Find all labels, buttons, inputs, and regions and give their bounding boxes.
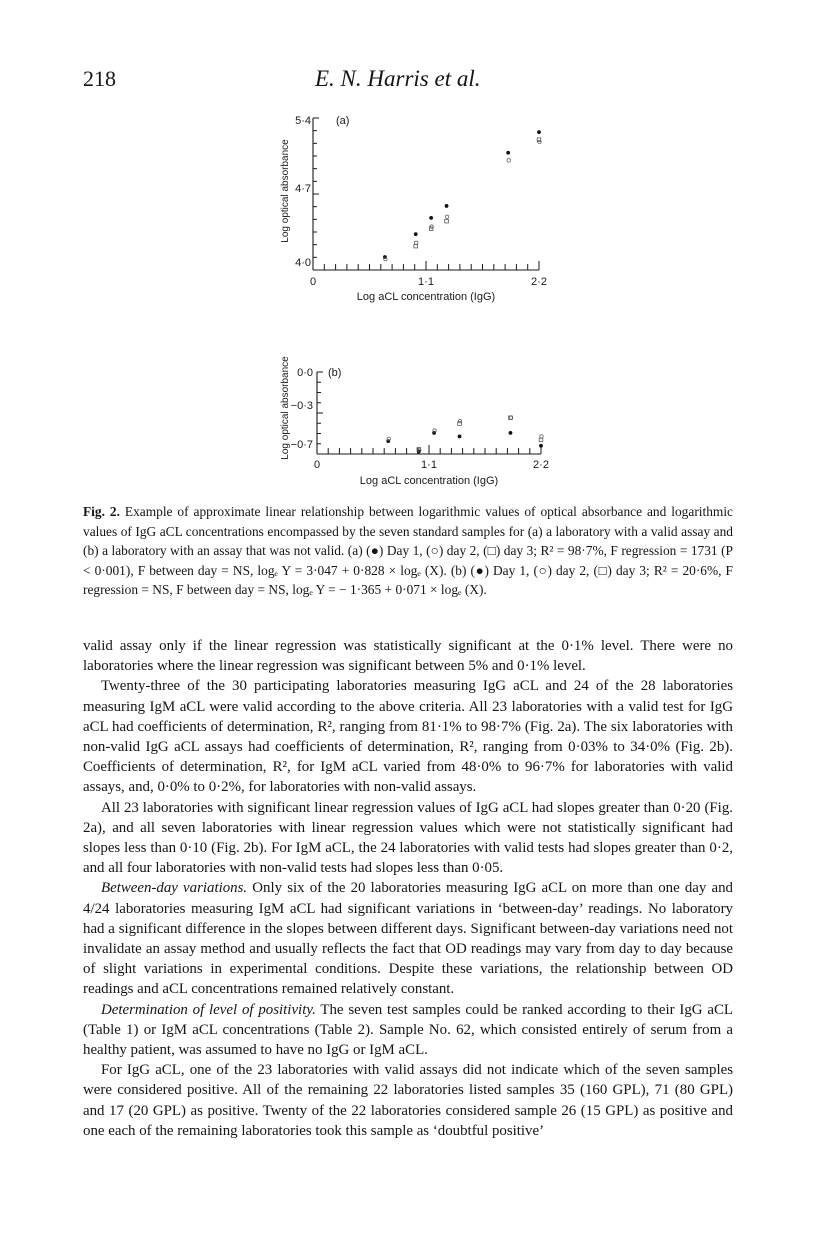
chart-b-panel-label: (b) (328, 367, 342, 379)
chart-a-point-day2 (507, 159, 510, 162)
chart-a-xtick-mid: 1·1 (418, 276, 434, 288)
chart-b-xtick-max: 2·2 (533, 459, 549, 471)
chart-a-point-day1 (506, 151, 510, 155)
caption-label: Fig. 2. (83, 504, 120, 519)
chart-a-point-day2 (445, 215, 448, 218)
chart-a-ytick-bottom: 4·0 (295, 257, 311, 269)
chart-b-xlabel: Log aCL concentration (IgG) (359, 475, 499, 487)
chart-b-point-day3 (539, 438, 543, 442)
chart-a-xtick-0: 0 (309, 276, 317, 288)
chart-b-point-day1 (386, 439, 390, 443)
chart-a-point-day1 (414, 232, 418, 236)
chart-b-ytick-bottom: −0·7 (290, 439, 313, 451)
chart-b-ylabel: Log optical absorbance (280, 356, 291, 460)
chart-a-point-day1 (445, 204, 449, 208)
chart-a-xtick-max: 2·2 (531, 276, 547, 288)
chart-a-panel-label: (a) (336, 115, 350, 127)
chart-b-point-day2 (540, 435, 543, 438)
section-heading: Between-day variations. (101, 880, 248, 897)
paragraph-text: Only six of the 20 laboratories measuring IgG aCL on more than one day and 4/24 laboratories measuring IgM aCL had significant variations in ‘between-day’ readings. No laboratory had a significant difference in the slopes between different days. Significant between-day variations need not invalidate an assay method and usually reflects the fact that OD readings may vary from day to day because of slight variations in experimental conditions. Despite these variations, the relationship between OD readings and aCL concentrations remained relatively constant. (83, 880, 734, 998)
paragraph: For IgG aCL, one of the 23 laboratories with valid assays did not indicate which of the seven samples were considered positive. All of the remaining 22 laboratories listed samples 35 (160 GPL), 71 (80 GPL) and 17 (20 GPL) as positive. Twenty of the 22 laboratories considered sample 26 (15 GPL) as positive and one each of the remaining laboratories took this sample as ‘doubtful positive’ (83, 1062, 733, 1139)
chart-b-ytick-mid: −0·3 (290, 400, 313, 412)
figure-caption (83, 502, 733, 600)
caption-text: Example of approximate linear relationship between logarithmic values of optical absorbance and logarithmic values of IgG aCL concentrations encompassed by the seven standard samples for (a) a laboratory with a valid assay and (b) a laboratory with an assay that was not valid. (a) (●) Day 1, (○) day 2, (□) day 3; R² = 98·7%, F regression = 1731 (P < 0·001), F between day = NS, logₑ Y = 3·047 + 0·828 × logₑ (X). (b) (●) Day 1, (○) day 2, (□) day 3; R² = 20·6%, F regression = NS, F between day = NS, logₑ Y = − 1·365 + 0·071 × logₑ (X). (83, 504, 733, 597)
section-heading: Determination of level of positivity. (101, 1001, 316, 1018)
chart-a-ytick-mid: 4·7 (295, 183, 311, 195)
chart-b-point-day1 (509, 431, 513, 435)
chart-a-ytick-top: 5·4 (295, 115, 311, 127)
chart-b-point-day1 (539, 444, 543, 448)
paragraph-text: The seven test samples could be ranked according to their IgG aCL (Table 1) or IgM aCL concentrations (Table 2). Sample No. 62, which consisted entirely of serum from a healthy patient, was assumed to have no IgG or IgM aCL. (83, 1001, 733, 1059)
paragraph (83, 1000, 733, 1061)
paragraph: Twenty-three of the 30 participating laboratories measuring IgG aCL and 24 of the 28 laboratories measuring IgM aCL were valid according to the above criteria. All 23 laboratories with a valid test for IgG aCL had coefficients of determination, R², ranging from 81·1% to 98·7% (Fig. 2a). The six laboratories with non-valid IgG aCL assays had coefficients of determination, R², ranging from 0·03% to 34·0% (Fig. 2b). Coefficients of determination, R², for IgM aCL varied from 48·0% to 96·7% for laboratories with valid assays, and, 0·0% to 0·2%, for laboratories with non-valid assays. (83, 678, 733, 796)
paragraph (83, 878, 733, 999)
chart-a-point-day1 (429, 216, 433, 220)
chart-a-point-day3 (445, 219, 449, 223)
chart-a-point-day3 (414, 244, 418, 248)
chart-a-xlabel: Log aCL concentration (IgG) (356, 291, 496, 303)
chart-b-xtick-mid: 1·1 (421, 459, 437, 471)
chart-panel-b (262, 346, 582, 491)
chart-b-point-day1 (432, 431, 436, 435)
chart-panel-a (262, 100, 582, 310)
paragraph: valid assay only if the linear regression was statistically significant at the 0·1% level. There were no laboratories where the linear regression was significant between 5% and 0·1% level. (83, 638, 733, 675)
chart-b-point-day3 (458, 422, 462, 426)
page-number: 218 (83, 66, 116, 91)
paragraph: All 23 laboratories with significant linear regression values of IgG aCL had slopes greater than 0·20 (Fig. 2a), and all seven laboratories with linear regression values which were not statistically significant had slopes less than 0·10 (Fig. 2b). For IgM aCL, the 24 laboratories with valid tests had slopes greater than 0·2, and all four laboratories with non-valid tests had slopes less than 0·05. (83, 799, 733, 877)
running-title: E. N. Harris et al. (315, 66, 481, 91)
body-text (83, 636, 733, 1141)
chart-a-ylabel: Log optical absorbance (280, 139, 291, 243)
chart-b-ytick-top: 0·0 (297, 367, 313, 379)
chart-b-point-day1 (458, 435, 462, 439)
chart-a-point-day1 (537, 130, 541, 134)
chart-b-xtick-0: 0 (313, 459, 321, 471)
